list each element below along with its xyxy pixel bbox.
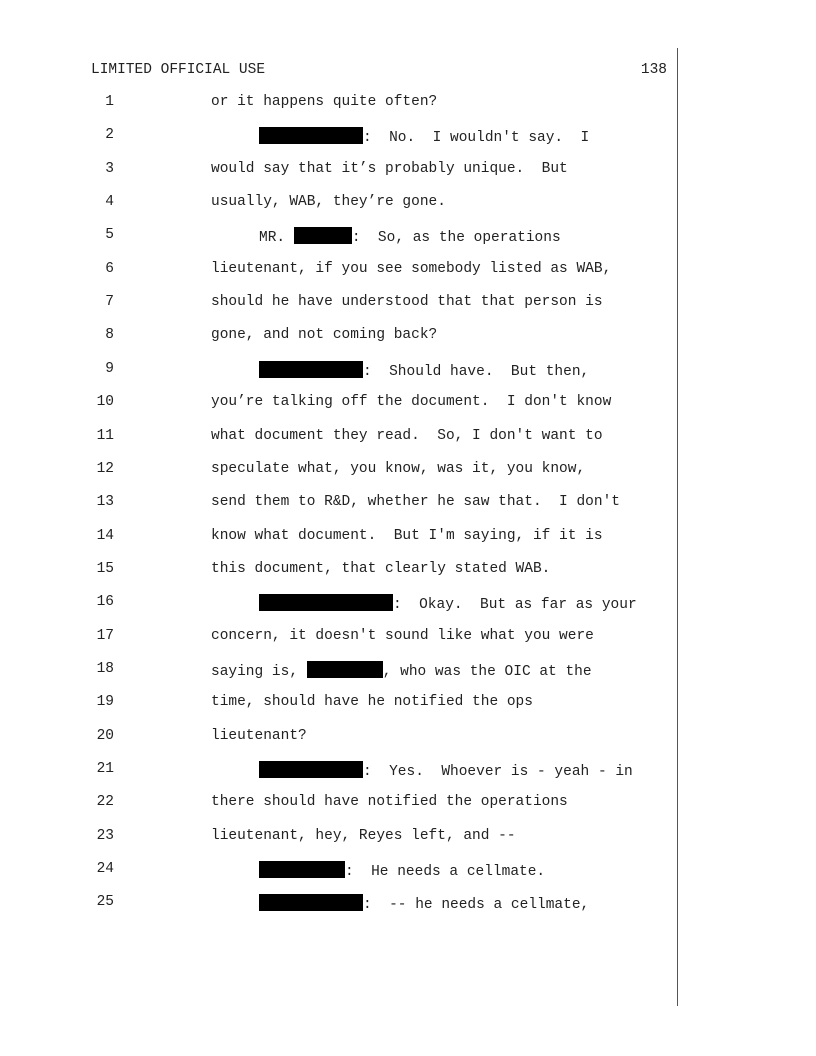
line-text xyxy=(259,894,589,913)
transcript-line xyxy=(0,94,680,114)
line-number: 16 xyxy=(96,594,114,611)
line-text xyxy=(211,194,446,210)
line-body: send them to R&D, whether he saw that. I don't xyxy=(211,494,620,511)
line-number: 18 xyxy=(96,660,114,677)
line-text xyxy=(259,594,637,613)
line-body: or it happens quite often? xyxy=(211,94,438,110)
line-number: 15 xyxy=(96,560,114,577)
redaction-box xyxy=(259,894,363,911)
line-body: : -- he needs a cellmate, xyxy=(363,897,590,914)
line-text xyxy=(259,861,545,880)
line-number: 19 xyxy=(96,694,114,711)
transcript-line xyxy=(0,761,680,781)
line-body: lieutenant, if you see somebody listed as WAB, xyxy=(211,260,612,277)
line-body: : No. I wouldn't say. I xyxy=(363,130,590,147)
line-text xyxy=(211,461,585,477)
transcript-line xyxy=(0,561,680,581)
redaction-box xyxy=(259,861,345,878)
line-number: 12 xyxy=(96,460,114,477)
transcript-line xyxy=(0,694,680,714)
line-body: should he have understood that that person is xyxy=(211,294,603,311)
line-number: 22 xyxy=(96,794,114,811)
line-text xyxy=(211,94,437,110)
line-number: 8 xyxy=(105,327,114,344)
line-number: 9 xyxy=(105,360,114,377)
transcript-line xyxy=(0,327,680,347)
transcript-line xyxy=(0,794,680,814)
line-number: 4 xyxy=(105,194,114,211)
line-body: gone, and not coming back? xyxy=(211,327,438,344)
line-body: : So, as the operations xyxy=(351,230,561,247)
line-number: 2 xyxy=(105,127,114,144)
line-body: : Okay. But as far as your xyxy=(393,597,637,614)
line-body: : Should have. But then, xyxy=(363,363,590,380)
line-text xyxy=(211,628,594,644)
transcript-line xyxy=(0,728,680,748)
transcript-line xyxy=(0,828,680,848)
line-body: know what document. But I'm saying, if it is xyxy=(211,527,603,544)
line-text xyxy=(211,428,603,444)
line-text xyxy=(211,728,307,744)
transcript-line xyxy=(0,394,680,414)
line-text xyxy=(259,761,633,780)
line-number: 5 xyxy=(105,227,114,244)
line-body: there should have notified the operations xyxy=(211,794,568,811)
classification-header: LIMITED OFFICIAL USE xyxy=(91,62,266,78)
line-number: 17 xyxy=(96,627,114,644)
line-body: would say that it’s probably unique. But xyxy=(211,160,568,177)
transcript-line xyxy=(0,127,680,147)
transcript-line xyxy=(0,861,680,881)
line-number: 6 xyxy=(105,260,114,277)
line-number: 14 xyxy=(96,527,114,544)
line-body: what document they read. So, I don't want to xyxy=(211,427,603,444)
transcript-line xyxy=(0,294,680,314)
transcript-line xyxy=(0,528,680,548)
line-number: 20 xyxy=(96,727,114,744)
line-number: 23 xyxy=(96,827,114,844)
page-number: 138 xyxy=(640,62,667,78)
redaction-box xyxy=(307,661,383,678)
line-number: 10 xyxy=(96,394,114,411)
transcript-line xyxy=(0,227,680,247)
line-number: 1 xyxy=(105,94,114,110)
line-text xyxy=(211,794,568,810)
line-body: time, should have he notified the ops xyxy=(211,694,533,711)
line-text xyxy=(211,394,611,410)
transcript-line xyxy=(0,628,680,648)
line-text xyxy=(211,561,550,577)
line-body: : He needs a cellmate. xyxy=(345,864,546,881)
line-text xyxy=(259,127,589,146)
line-number: 24 xyxy=(96,861,114,878)
line-text xyxy=(211,327,437,343)
line-text xyxy=(211,828,516,844)
redaction-box xyxy=(259,361,363,378)
line-text xyxy=(211,694,533,710)
transcript-line xyxy=(0,461,680,481)
line-body: you’re talking off the document. I don't know xyxy=(211,394,612,411)
line-body: concern, it doesn't sound like what you were xyxy=(211,627,594,644)
transcript-line xyxy=(0,361,680,381)
transcript-line xyxy=(0,194,680,214)
transcript-line xyxy=(0,161,680,181)
line-body: lieutenant, hey, Reyes left, and -- xyxy=(211,827,516,844)
line-number: 3 xyxy=(105,160,114,177)
line-text xyxy=(259,227,561,246)
transcript-line xyxy=(0,661,680,681)
transcript-line xyxy=(0,894,680,914)
line-prefix: MR. xyxy=(259,230,294,247)
line-body: : Yes. Whoever is - yeah - in xyxy=(363,764,633,780)
line-body: lieutenant? xyxy=(211,727,307,744)
line-prefix: saying is, xyxy=(211,663,307,680)
line-text xyxy=(211,494,620,510)
line-number: 21 xyxy=(96,761,114,777)
line-text xyxy=(259,361,589,380)
line-text xyxy=(211,294,603,310)
line-text xyxy=(211,661,592,680)
redaction-box xyxy=(294,227,352,244)
line-number: 7 xyxy=(105,294,114,311)
line-number: 11 xyxy=(96,427,114,444)
transcript-line xyxy=(0,494,680,514)
line-body: , who was the OIC at the xyxy=(382,663,592,680)
transcript-line xyxy=(0,594,680,614)
line-text xyxy=(211,161,568,177)
redaction-box xyxy=(259,127,363,144)
redaction-box xyxy=(259,594,393,611)
line-body: speculate what, you know, was it, you know, xyxy=(211,460,586,477)
transcript-line xyxy=(0,428,680,448)
transcript-line xyxy=(0,261,680,281)
line-body: this document, that clearly stated WAB. xyxy=(211,560,551,577)
redaction-box xyxy=(259,761,363,778)
line-number: 13 xyxy=(96,494,114,511)
line-text xyxy=(211,261,611,277)
line-number: 25 xyxy=(96,894,114,911)
line-text xyxy=(211,528,603,544)
line-body: usually, WAB, they’re gone. xyxy=(211,194,446,211)
